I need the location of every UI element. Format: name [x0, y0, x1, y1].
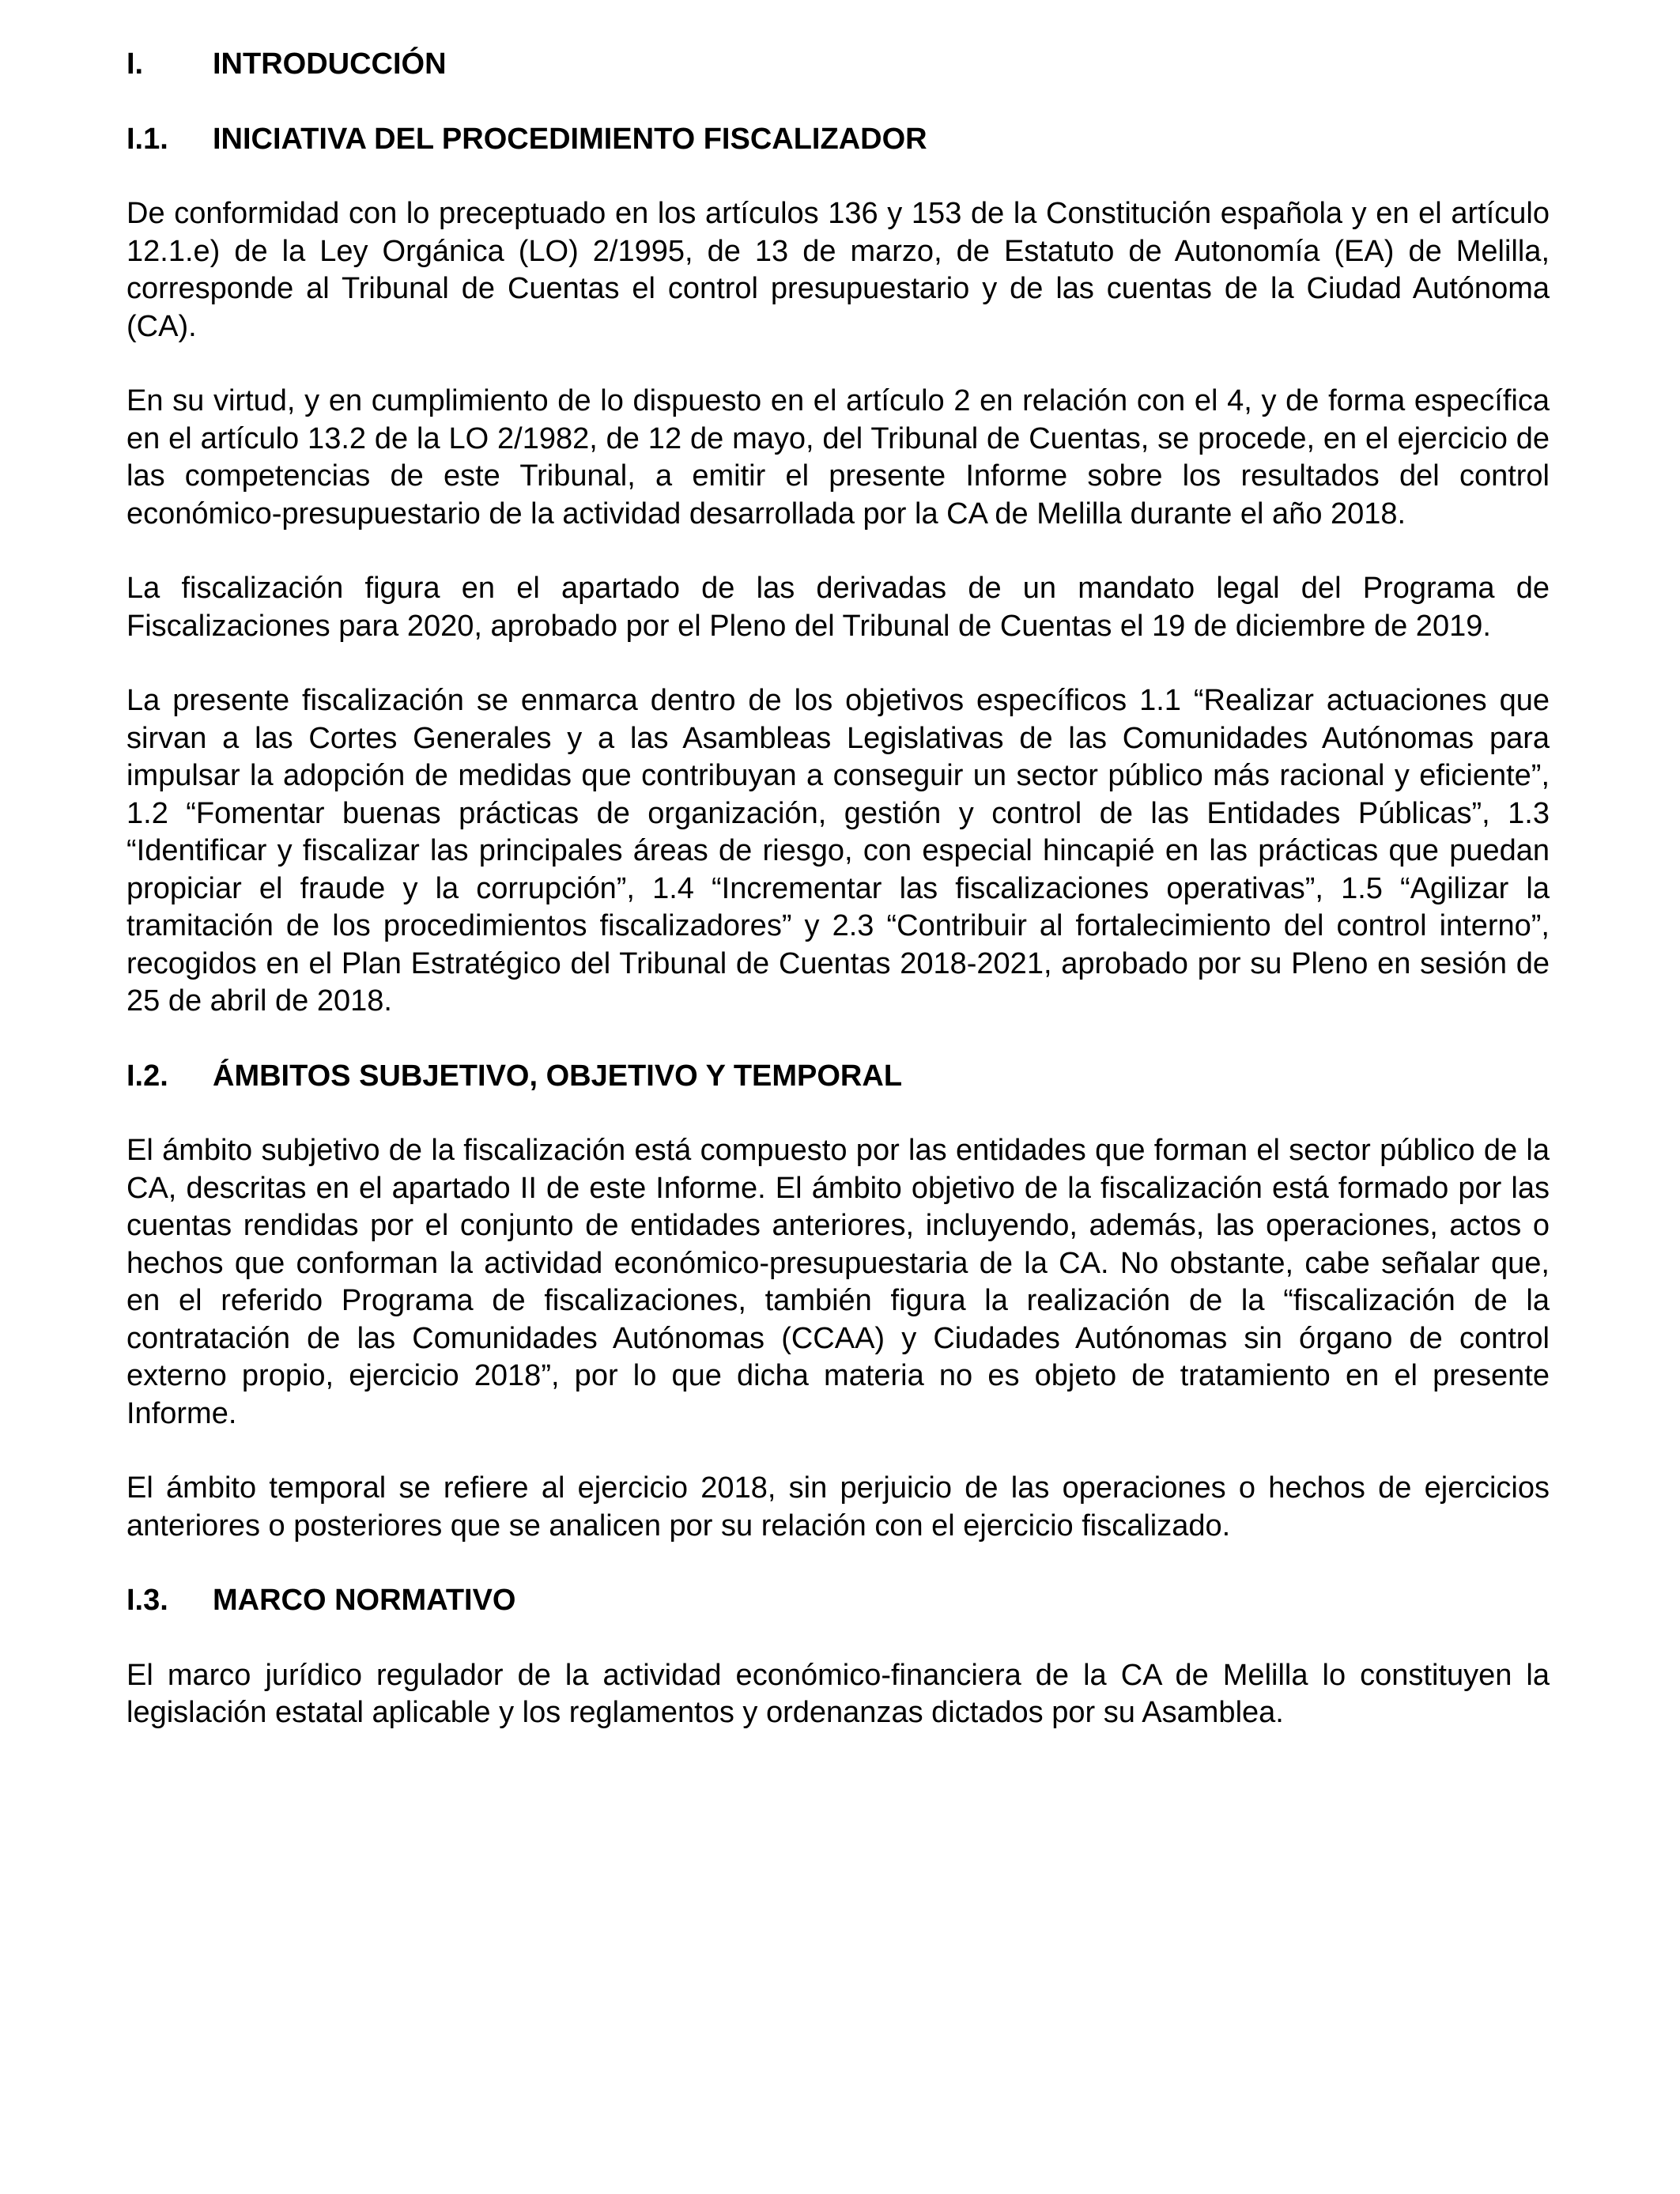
section-number-1: I.1.: [126, 122, 168, 156]
paragraph-2-2: El ámbito temporal se refiere al ejercicio 2018, sin perjuicio de las operaciones o hechos de ejercicios anteriores o posteriores que se analicen por su relación con el ejercicio fiscalizado.: [126, 1471, 1550, 1543]
section-heading-1: [126, 121, 1550, 159]
paragraph-1-2: En su virtud, y en cumplimiento de lo dispuesto en el artículo 2 en relación con el 4, y de forma específica en el artículo 13.2 de la LO 2/1982, de 12 de mayo, del Tribunal de Cuentas, se procede, en el ejercicio de las competencias de este Tribunal, a emitir el presente Informe sobre los resultados del control económico-presupuestario de la actividad desarrollada por la CA de Melilla durante el año 2018.: [126, 384, 1550, 531]
document-page: [126, 46, 1550, 1769]
paragraph-1-1: De conformidad con lo preceptuado en los artículos 136 y 153 de la Constitución española y en el artículo 12.1.e) de la Ley Orgánica (LO) 2/1995, de 13 de marzo, de Estatuto de Autonomía (EA) de Melilla, corresponde al Tribunal de Cuentas el control presupuestario y de las cuentas de la Ciudad Autónoma (CA).: [126, 197, 1550, 343]
section-heading-2: [126, 1058, 1550, 1096]
main-heading-number: I.: [126, 47, 144, 81]
section-title-2: ÁMBITOS SUBJETIVO, OBJETIVO Y TEMPORAL: [213, 1059, 903, 1093]
section-title-1: INICIATIVA DEL PROCEDIMIENTO FISCALIZADOR: [213, 122, 927, 156]
section-number-2: I.2.: [126, 1059, 168, 1093]
section-title-3: MARCO NORMATIVO: [213, 1584, 516, 1617]
section-heading-3: [126, 1582, 1550, 1620]
main-heading-title: INTRODUCCIÓN: [213, 47, 447, 81]
paragraph-1-3: La fiscalización figura en el apartado de las derivadas de un mandato legal del Programa de Fiscalizaciones para 2020, aprobado por el Pleno del Tribunal de Cuentas el 19 de diciembre de 2019.: [126, 572, 1550, 643]
paragraph-3-1: El marco jurídico regulador de la actividad económico-financiera de la CA de Melilla lo constituyen la legislación estatal aplicable y los reglamentos y ordenanzas dictados por su Asamblea.: [126, 1658, 1550, 1729]
section-number-3: I.3.: [126, 1584, 168, 1617]
paragraph-2-1: El ámbito subjetivo de la fiscalización está compuesto por las entidades que forman el sector público de la CA, descritas en el apartado II de este Informe. El ámbito objetivo de la fiscalización está formado por las cuentas rendidas por el conjunto de entidades anteriores, incluyendo, además, las operaciones, actos o hechos que conforman la actividad económico-presupuestaria de la CA. No obstante, cabe señalar que, en el referido Programa de fiscalizaciones, también figura la realización de la “fiscalización de la contratación de las Comunidades Autónomas (CCAA) y Ciudades Autónomas sin órgano de control externo propio, ejercicio 2018”, por lo que dicha materia no es objeto de tratamiento en el presente Informe.: [126, 1134, 1550, 1430]
paragraph-1-4: La presente fiscalización se enmarca dentro de los objetivos específicos 1.1 “Realizar actuaciones que sirvan a las Cortes Generales y a las Asambleas Legislativas de las Comunidades Autónomas para impulsar la adopción de medidas que contribuyan a conseguir un sector público más racional y eficiente”, 1.2 “Fomentar buenas prácticas de organización, gestión y control de las Entidades Públicas”, 1.3 “Identificar y fiscalizar las principales áreas de riesgo, con especial hincapié en las prácticas que puedan propiciar el fraude y la corrupción”, 1.4 “Incrementar las fiscalizaciones operativas”, 1.5 “Agilizar la tramitación de los procedimientos fiscalizadores” y 2.3 “Contribuir al fortalecimiento del control interno”, recogidos en el Plan Estratégico del Tribunal de Cuentas 2018-2021, aprobado por su Pleno en sesión de 25 de abril de 2018.: [126, 684, 1550, 1018]
main-heading: [126, 46, 1550, 84]
